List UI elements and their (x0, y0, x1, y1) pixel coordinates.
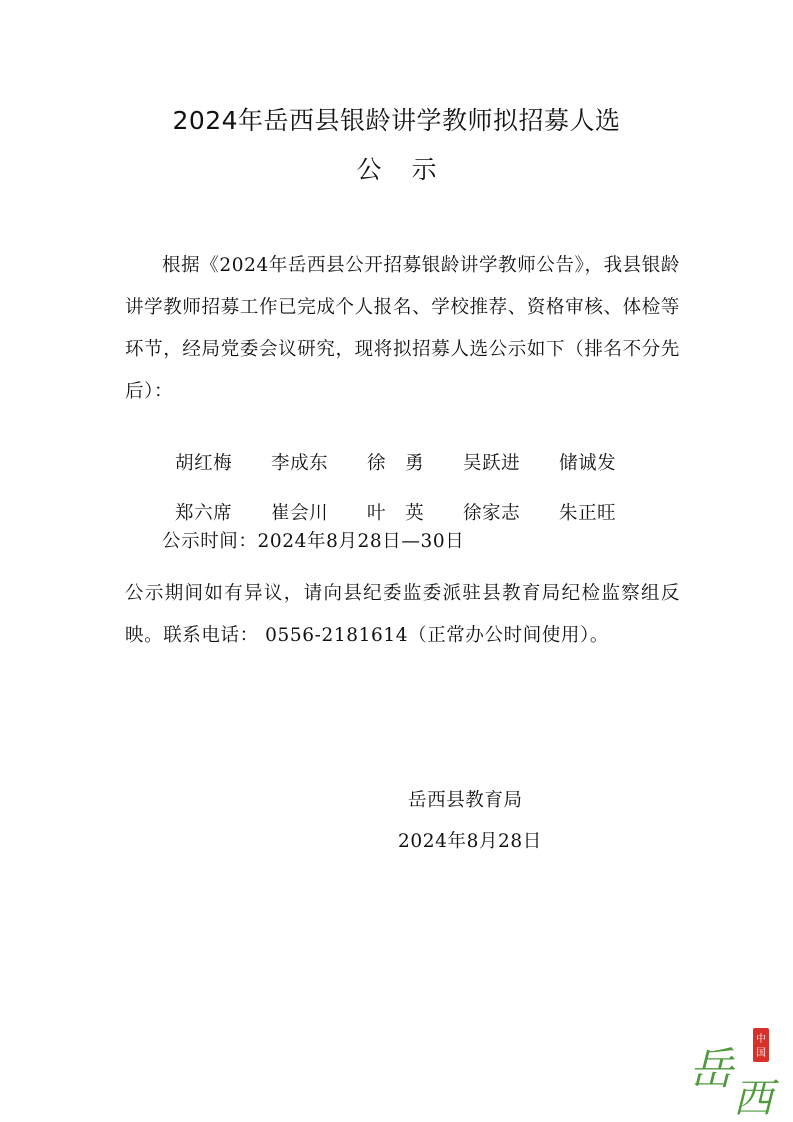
svg-text:国: 国 (756, 1048, 766, 1059)
candidate-name: 徐 勇 (366, 453, 425, 474)
candidate-name: 李成东 (270, 453, 329, 474)
names-row-2 (162, 478, 655, 525)
objection-paragraph: 公示期间如有异议，请向县纪委监委派驻县教育局纪检监察组反映。联系电话： 0556-2181614（正常办公时间使用）。 (125, 583, 680, 646)
candidate-name: 崔会川 (270, 503, 329, 524)
document-subtitle: 公示 (356, 155, 467, 184)
candidate-name: 朱正旺 (558, 503, 617, 524)
logo-character-yue: 岳 (689, 1044, 733, 1095)
names-row-1 (162, 428, 655, 475)
signature-date: 2024年8月28日 (398, 831, 542, 852)
candidate-name: 储诚发 (558, 453, 617, 474)
candidate-name: 徐家志 (462, 503, 521, 524)
candidate-name: 胡红梅 (174, 453, 233, 474)
candidate-name: 郑六席 (174, 503, 233, 524)
svg-text:中: 中 (756, 1034, 766, 1045)
candidate-name: 吴跃进 (462, 453, 521, 474)
candidate-name: 叶 英 (366, 503, 425, 524)
signature-organization: 岳西县教育局 (408, 790, 523, 811)
logo-character-xi: 西 (733, 1076, 773, 1117)
document-title: 2024年岳西县银龄讲学教师拟招募人选 (172, 106, 621, 135)
yuexi-logo (685, 1022, 785, 1117)
publicity-time: 公示时间：2024年8月28日—30日 (162, 531, 465, 552)
announcement-paragraph: 根据《2024年岳西县公开招募银龄讲学教师公告》，我县银龄讲学教师招募工作已完成个人报名、学校推荐、资格审核、体检等环节，经局党委会议研究，现将拟招募人选公示如下（排名不分先后）： (125, 255, 680, 402)
